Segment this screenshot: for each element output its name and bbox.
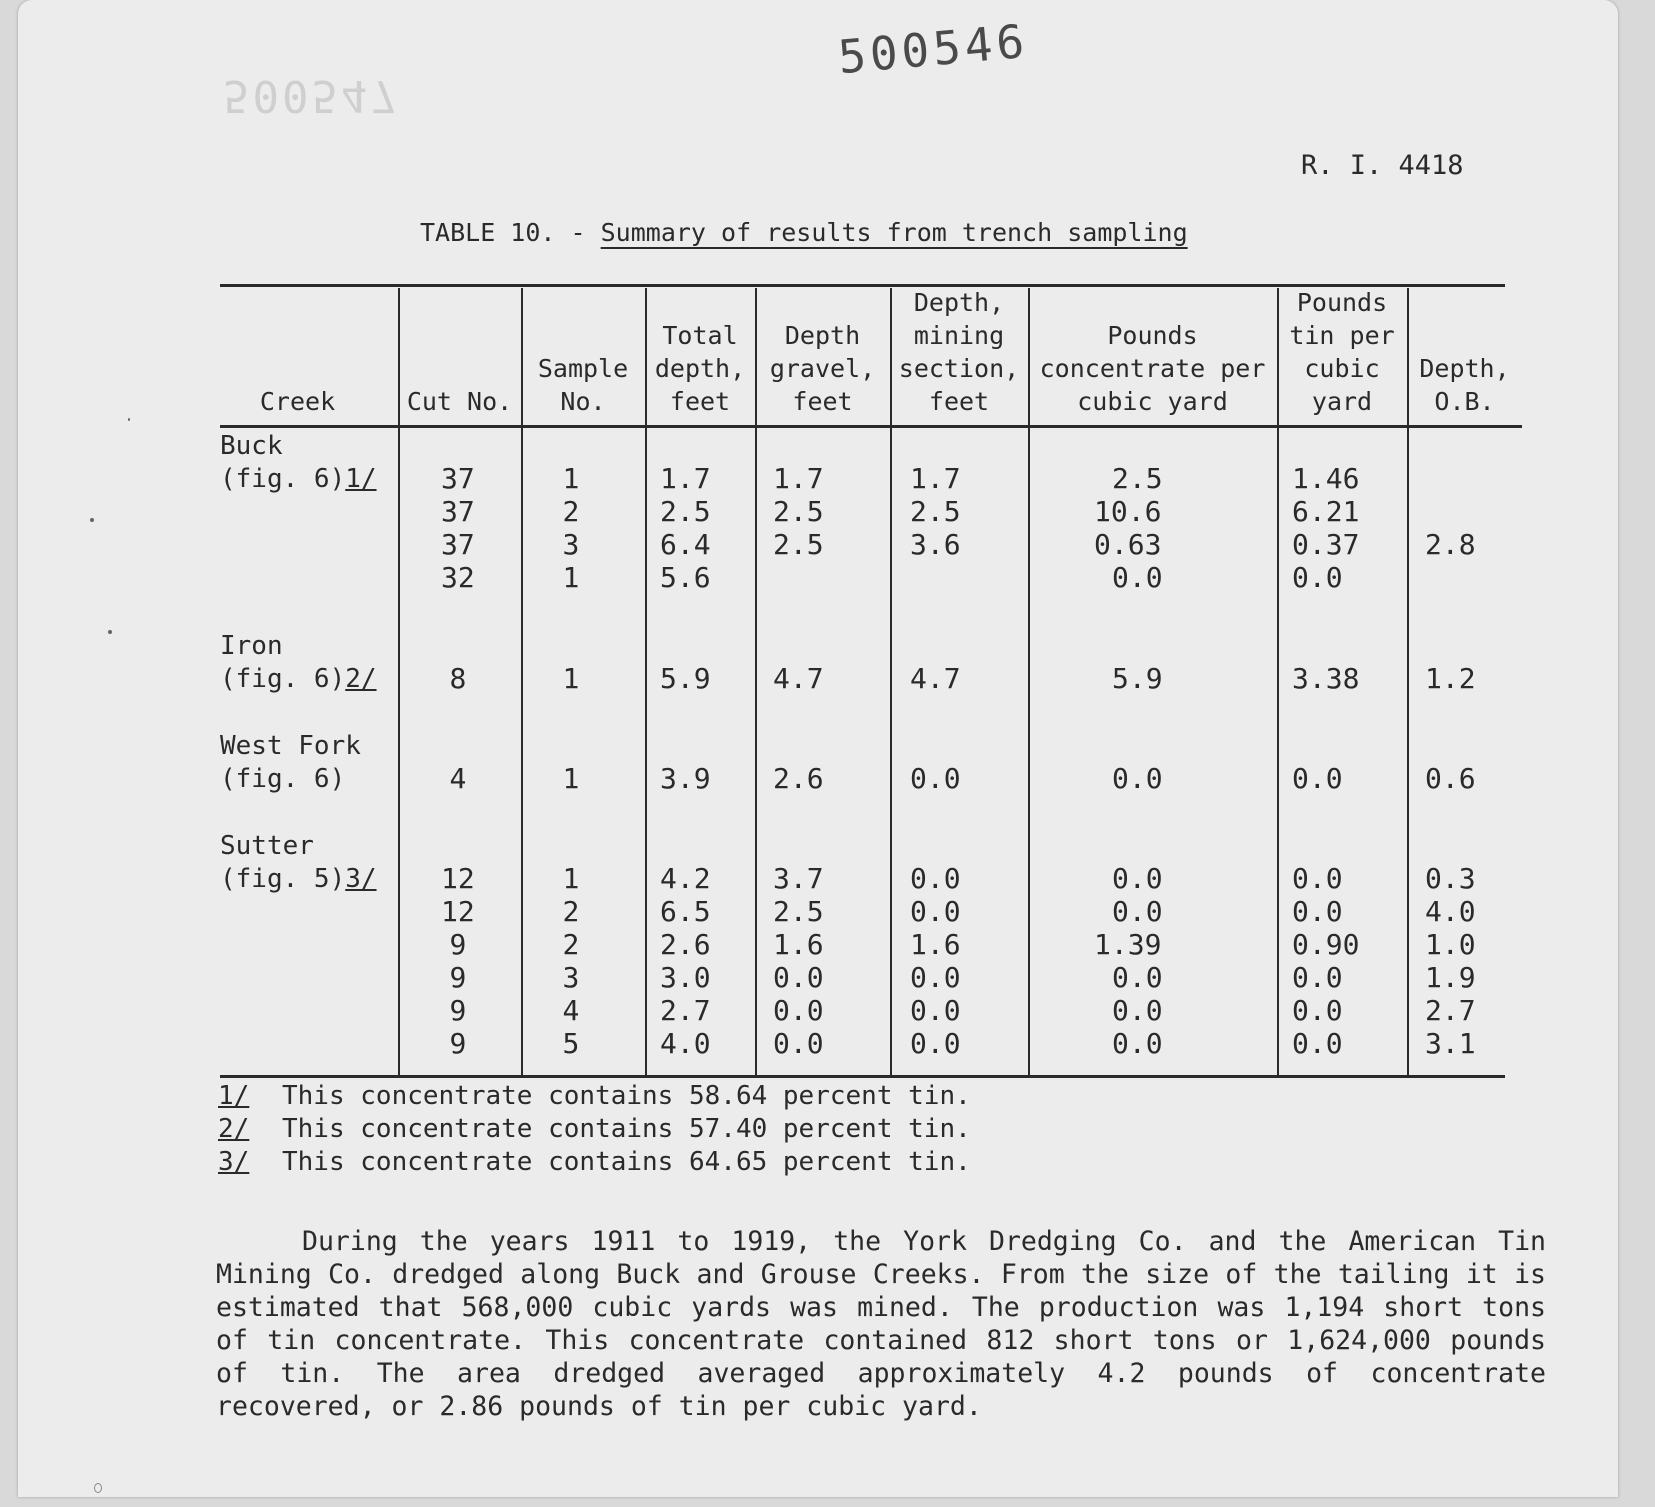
column-header: Cut No. xyxy=(406,387,513,416)
table-cell: 4.7 xyxy=(910,662,961,695)
creek-name: West Fork xyxy=(220,731,361,761)
table-cell: 4.2 xyxy=(660,862,711,895)
table-cell: 5.9 xyxy=(660,662,711,695)
table-cell: 0.0 xyxy=(910,762,961,795)
creek-name: Sutter xyxy=(220,831,314,861)
table-cell: 2.5 xyxy=(1112,462,1163,495)
creek-label xyxy=(220,730,361,796)
table-cell: 2.6 xyxy=(660,928,711,961)
table-cell: 0.0 xyxy=(910,895,961,928)
table-cell: 2.5 xyxy=(773,495,824,528)
paper-speck xyxy=(94,1483,102,1493)
table-cell: 2 xyxy=(562,495,580,528)
table-cell: 0.0 xyxy=(1292,561,1343,594)
footnote-text: This concentrate contains 57.40 percent tin. xyxy=(282,1114,971,1144)
table-footnotes xyxy=(218,1080,971,1179)
table-header-rule xyxy=(220,425,1522,428)
footnote xyxy=(218,1146,971,1179)
table-cell: 2 xyxy=(562,928,580,961)
table-cell: 0.0 xyxy=(1292,961,1343,994)
table-cell: 2.8 xyxy=(1425,528,1476,561)
table-cell: 6.5 xyxy=(660,895,711,928)
table-cell: 1.7 xyxy=(910,462,961,495)
bleed-through-text: 500547 xyxy=(223,70,400,121)
table-cell: 12 xyxy=(441,895,475,928)
table-cell: 1.6 xyxy=(910,928,961,961)
table-cell: 10.6 xyxy=(1094,495,1162,528)
footnote-number: 1/ xyxy=(218,1081,250,1111)
footnote-marker: 1/ xyxy=(345,464,377,494)
table-cell: 0.0 xyxy=(773,994,824,1027)
table-cell: 3 xyxy=(562,961,580,994)
document-number-stamp: 500546 xyxy=(836,13,1031,85)
table-cell: 0.0 xyxy=(773,1027,824,1060)
column-header: Depth, mining section, feet xyxy=(898,288,1020,416)
table-cell: 4.0 xyxy=(1425,895,1476,928)
table-cell: 1 xyxy=(562,862,580,895)
column-header: Total depth, feet xyxy=(654,321,746,416)
table-cell: 0.90 xyxy=(1292,928,1360,961)
table-cell: 9 xyxy=(449,1027,467,1060)
table-cell: 1.9 xyxy=(1425,961,1476,994)
table-cell: 9 xyxy=(449,994,467,1027)
table-cell: 2.5 xyxy=(773,528,824,561)
table-cell: 0.0 xyxy=(1292,895,1343,928)
table-cell: 1.7 xyxy=(773,462,824,495)
table-cell: 3.0 xyxy=(660,961,711,994)
table-cell: 1.7 xyxy=(660,462,711,495)
footnote-number: 3/ xyxy=(218,1147,250,1177)
table-cell: 0.0 xyxy=(1292,1027,1343,1060)
column-header: Pounds tin per cubic yard xyxy=(1289,288,1395,416)
table-cell: 0.0 xyxy=(1112,1027,1163,1060)
table-cell: 2.5 xyxy=(773,895,824,928)
table-cell: 9 xyxy=(449,928,467,961)
creek-figure-ref: (fig. 6)2/ xyxy=(220,664,377,694)
table-cell: 2.6 xyxy=(773,762,824,795)
table-cell: 5 xyxy=(562,1027,580,1060)
table-cell: 3.9 xyxy=(660,762,711,795)
paper-speck xyxy=(108,630,112,634)
table-cell: 0.3 xyxy=(1425,862,1476,895)
table-cell: 9 xyxy=(449,961,467,994)
table-cell: 0.6 xyxy=(1425,762,1476,795)
table-cell: 1.0 xyxy=(1425,928,1476,961)
report-id: R. I. 4418 xyxy=(1301,150,1464,181)
table-cell: 3.7 xyxy=(773,862,824,895)
table-cell: 0.0 xyxy=(910,961,961,994)
table-cell: 0.0 xyxy=(1112,895,1163,928)
column-header: Creek xyxy=(259,387,336,416)
table-title-prefix: TABLE 10. - xyxy=(420,218,601,247)
table-cell: 37 xyxy=(441,462,475,495)
footnote xyxy=(218,1080,971,1113)
table-cell: 0.0 xyxy=(1112,994,1163,1027)
table-cell: 4 xyxy=(562,994,580,1027)
table-cell: 2.7 xyxy=(1425,994,1476,1027)
creek-figure-ref: (fig. 6)1/ xyxy=(220,464,377,494)
table-cell: 8 xyxy=(449,662,467,695)
table-cell: 0.0 xyxy=(1292,762,1343,795)
table-bottom-rule xyxy=(220,1075,1505,1078)
footnote-text: This concentrate contains 64.65 percent tin. xyxy=(282,1147,971,1177)
creek-name: Buck xyxy=(220,431,283,461)
footnote-text: This concentrate contains 58.64 percent tin. xyxy=(282,1081,971,1111)
table-cell: 4 xyxy=(449,762,467,795)
table-cell: 0.63 xyxy=(1094,528,1162,561)
creek-label xyxy=(220,630,377,696)
table-cell: 4.7 xyxy=(773,662,824,695)
document-page xyxy=(18,0,1618,1497)
footnote-number: 2/ xyxy=(218,1114,250,1144)
table-cell: 5.9 xyxy=(1112,662,1163,695)
table-cell: 1.2 xyxy=(1425,662,1476,695)
footnote-marker: 2/ xyxy=(345,664,377,694)
creek-figure-ref: (fig. 6) xyxy=(220,764,346,794)
table-cell: 6.4 xyxy=(660,528,711,561)
table-cell: 2 xyxy=(562,895,580,928)
table-cell: 0.0 xyxy=(910,1027,961,1060)
table-cell: 0.0 xyxy=(1112,561,1163,594)
creek-name: Iron xyxy=(220,631,283,661)
creek-figure-ref: (fig. 5)3/ xyxy=(220,864,377,894)
creek-label xyxy=(220,830,377,896)
table-cell: 3.1 xyxy=(1425,1027,1476,1060)
paper-speck xyxy=(128,418,130,421)
table-cell: 1.6 xyxy=(773,928,824,961)
table-cell: 1 xyxy=(562,662,580,695)
table-cell: 37 xyxy=(441,495,475,528)
creek-label xyxy=(220,430,377,496)
table-cell: 3.6 xyxy=(910,528,961,561)
table-cell: 1.39 xyxy=(1094,928,1162,961)
table-cell: 37 xyxy=(441,528,475,561)
table-cell: 0.0 xyxy=(1112,762,1163,795)
table-cell: 32 xyxy=(441,561,475,594)
body-paragraph: During the years 1911 to 1919, the York Dredging Co. and the American Tin Mining Co. dredged along Buck and Grouse Creeks. From the size of the tailing it is estimated that 568,000 cubic yards was mined. The production was 1,194 short tons of tin concentrate. This concentrate contained 812 short tons or 1,624,000 pounds of tin. The area dredged averaged approximately 4.2 pounds of concentrate recovered, or 2.86 pounds of tin per cubic yard. xyxy=(216,1226,1546,1422)
table-cell: 2.5 xyxy=(910,495,961,528)
table-cell: 2.5 xyxy=(660,495,711,528)
table-cell: 6.21 xyxy=(1292,495,1360,528)
table-cell: 1 xyxy=(562,561,580,594)
table-cell: 3 xyxy=(562,528,580,561)
table-cell: 0.0 xyxy=(1112,961,1163,994)
table-cell: 4.0 xyxy=(660,1027,711,1060)
table-cell: 12 xyxy=(441,862,475,895)
column-header: Depth, O.B. xyxy=(1419,354,1510,416)
table-title-main: Summary of results from trench sampling xyxy=(600,218,1188,247)
table-cell: 0.0 xyxy=(910,862,961,895)
column-header: Depth gravel, feet xyxy=(769,321,876,416)
table-cell: 0.0 xyxy=(910,994,961,1027)
table-cell: 1.46 xyxy=(1292,462,1360,495)
paper-speck xyxy=(90,518,94,522)
table-cell: 0.0 xyxy=(1292,994,1343,1027)
footnote-marker: 3/ xyxy=(345,864,377,894)
table-cell: 2.7 xyxy=(660,994,711,1027)
table-title xyxy=(420,218,1188,247)
table-cell: 0.0 xyxy=(773,961,824,994)
table-cell: 1 xyxy=(562,762,580,795)
footnote xyxy=(218,1113,971,1146)
column-header: Sample No. xyxy=(537,354,629,416)
table-cell: 3.38 xyxy=(1292,662,1360,695)
table-cell: 5.6 xyxy=(660,561,711,594)
table-cell: 1 xyxy=(562,462,580,495)
results-table xyxy=(220,284,1522,1079)
table-cell: 0.0 xyxy=(1112,862,1163,895)
table-cell: 0.37 xyxy=(1292,528,1360,561)
column-header: Pounds concentrate per cubic yard xyxy=(1039,321,1266,416)
table-cell: 0.0 xyxy=(1292,862,1343,895)
